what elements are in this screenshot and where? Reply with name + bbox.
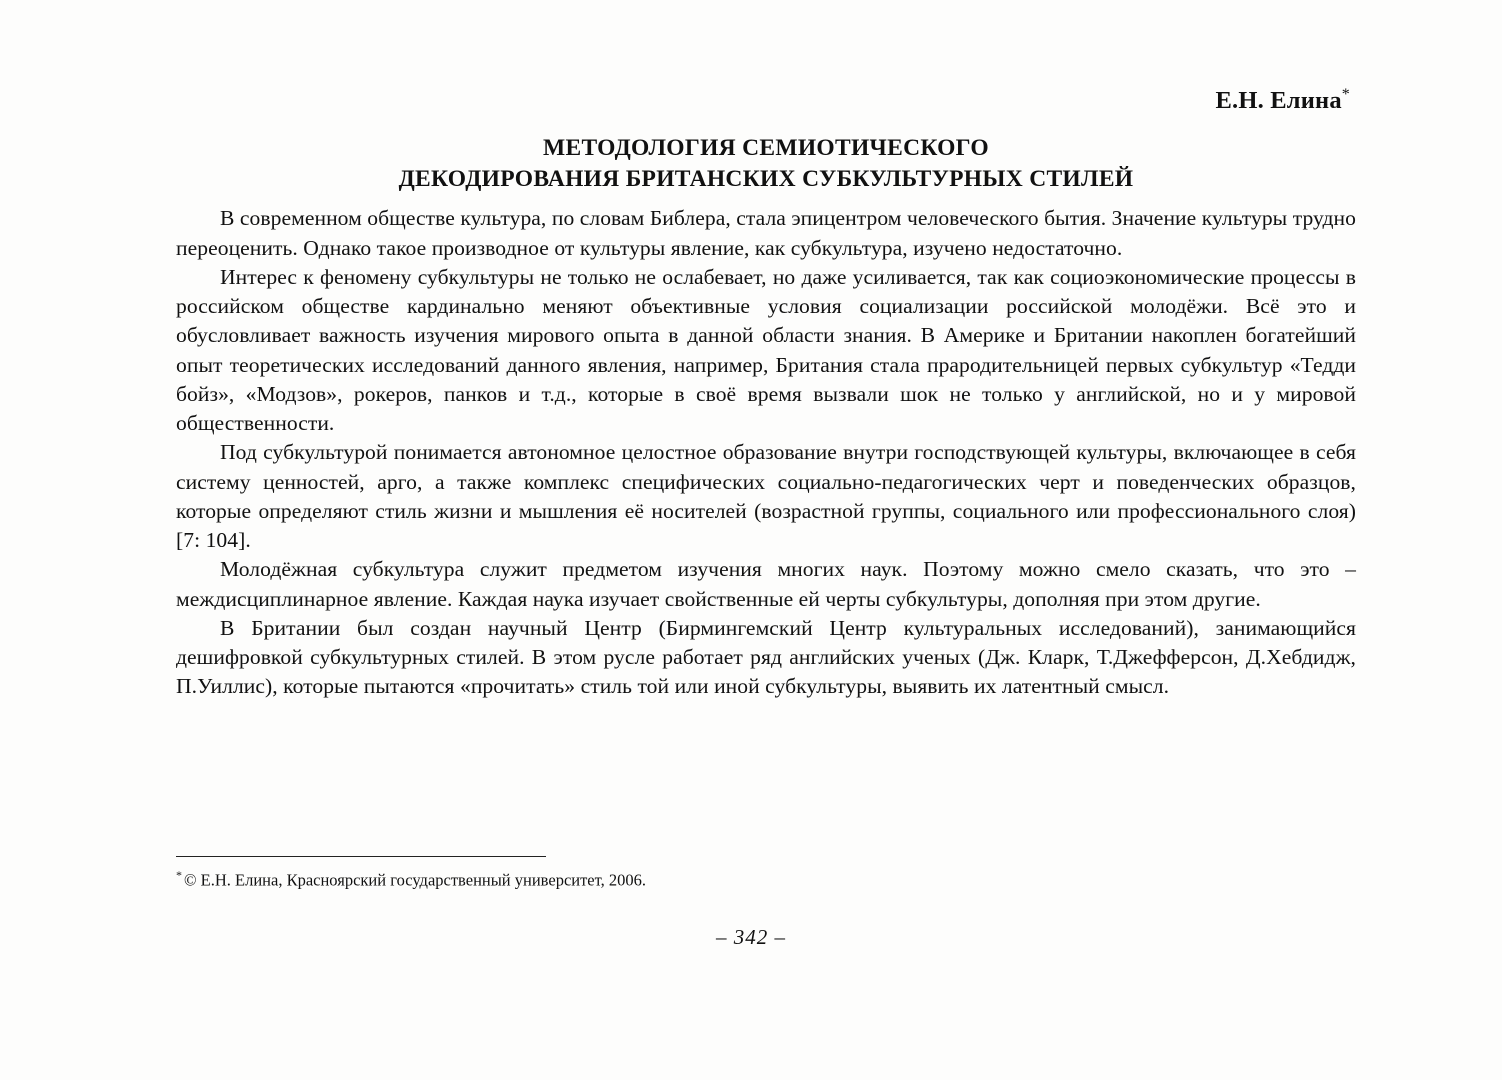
page-content — [176, 86, 1356, 702]
author-footnote-marker: * — [1341, 86, 1350, 103]
footnote-marker: * — [176, 868, 182, 882]
page-number: – 342 – — [716, 925, 786, 949]
paragraph: В современном обществе культура, по словам Библера, стала эпицентром человеческого бытия. Значение культуры трудно переоценить. Однако такое производное от культуры явление, как субкультура, изучено недостаточно. — [176, 206, 1356, 260]
footnote-body: © Е.Н. Елина, Красноярский государственный университет, 2006. — [184, 870, 646, 890]
paragraph: Молодёжная субкультура служит предметом изучения многих наук. Поэтому можно смело сказать, что это – междисциплинарное явление. Каждая наука изучает свойственные ей черты субкультуры, дополняя при этом другие. — [176, 557, 1356, 611]
title-line-2: ДЕКОДИРОВАНИЯ БРИТАНСКИХ СУБКУЛЬТУРНЫХ СТИЛЕЙ — [398, 165, 1134, 192]
footnote — [176, 867, 1356, 892]
paragraph: Под субкультурой понимается автономное целостное образование внутри господствующей культуры, включающее в себя систему ценностей, арго, а также комплекс специфических социально-педагогических черт и поведенческих образцов, которые определяют стиль жизни и мышления её носителей (возрастной группы, социального или профессионального слоя) [7: 104]. — [176, 440, 1356, 552]
footnote-separator-rule — [176, 856, 546, 857]
page-title — [176, 133, 1356, 194]
paragraph: Интерес к феномену субкультуры не только не ослабевает, но даже усиливается, так как социоэкономические процессы в российском обществе кардинально меняют объективные условия социализации российской молодёжи. Всё это и обусловливает важность изучения мирового опыта в данной области знания. В Америке и Британии накоплен богатейший опыт теоретических исследований данного явления, например, Британия стала прародительницей первых субкультур «Тедди бойз», «Модзов», рокеров, панков и т.д., которые в своё время вызвали шок не только у английской, но и у мировой общественности. — [176, 264, 1356, 435]
title-line-1: МЕТОДОЛОГИЯ СЕМИОТИЧЕСКОГО — [543, 135, 989, 162]
author-byline — [176, 86, 1356, 115]
author-name: Е.Н. Елина — [1215, 87, 1342, 115]
footnote-area — [176, 856, 1356, 892]
body-text — [176, 204, 1356, 701]
paragraph: В Британии был создан научный Центр (Бирмингемский Центр культуральных исследований), занимающийся дешифровкой субкультурных стилей. В этом русле работает ряд английских ученых (Дж. Кларк, Т.Джефферсон, Д.Хебдидж, П.Уиллис), которые пытаются «прочитать» стиль той или иной субкультуры, выявить их латентный смысл. — [176, 615, 1356, 699]
